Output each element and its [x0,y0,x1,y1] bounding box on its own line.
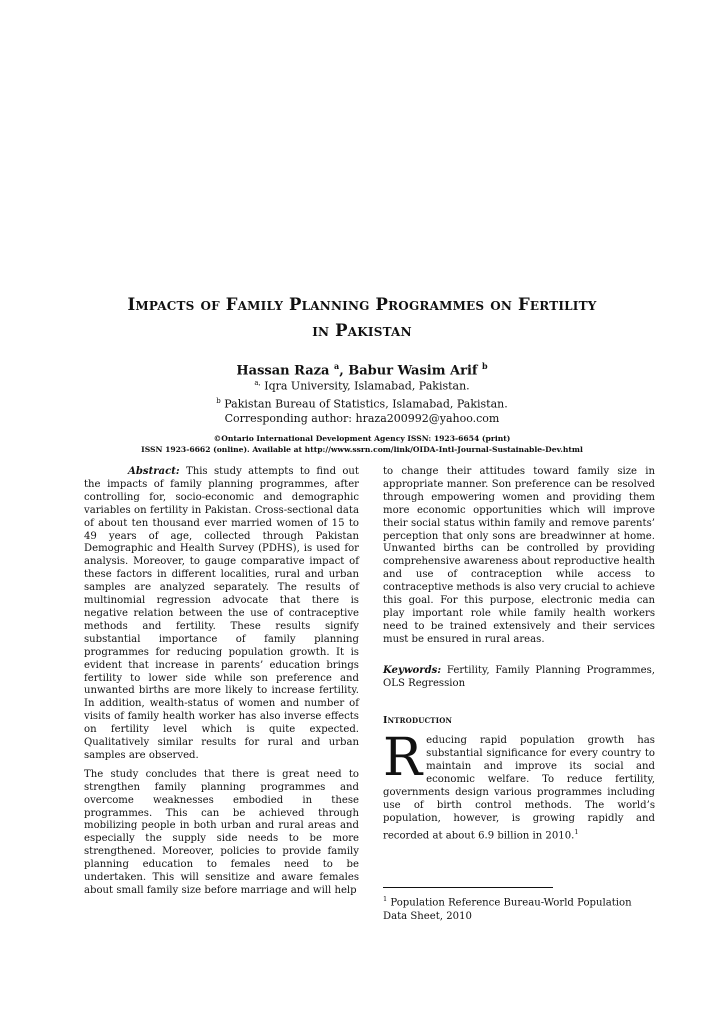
author-name: Babur Wasim Arif [348,363,478,379]
copyright-line-2: ISSN 1923-6662 (online). Available at http://www.ssrn.com/link/OIDA-Intl-Journal-Sustainable-Dev.html [141,445,583,454]
abstract-text: This study attempts to find out the impacts of family planning programmes, after controlling for, socio-economic and demographic variables on fertility in Pakistan. Cross-sectional data of about ten thousand ever married women of 15 to 49 years of age, collected through Pakistan Demographic and Health Survey (PDHS), is used for analysis. Moreover, to gauge comparative impact of these factors in different localities, rural and urban samples are analyzed separately. The results of multinomial regression advocate that there is negative relation between the use of contraceptive methods and fertility. These results signify substantial importance of family planning programmes for reducing population growth. It is evident that increase in parents’ education brings fertility to lower side while son preference and unwanted births are more likely to increase fertility. In addition, wealth-status of women and number of visits of family health worker has also inverse effects on fertility level which is quite expected. Qualitatively similar results for rural and urban samples are observed. [84,466,359,761]
abstract-paragraph [84,466,359,763]
abstract-label: Abstract: [128,466,180,477]
copyright-notice [60,433,664,455]
title-line-2: in Pakistan [312,321,412,340]
affil-text: Pakistan Bureau of Statistics, Islamabad, Pakistan. [224,397,508,411]
left-column [84,466,359,904]
affil-mark: b [216,397,221,406]
introduction-text: educing rapid population growth has substantial significance for every country to maintain and improve its social and economic welfare. To reduce fertility, governments design various programmes including use of birth control methods. The world’s population, however, is growing rapidly and recorded at about 6.9 billion in 2010. [383,735,655,842]
introduction-paragraph [383,728,655,843]
affiliations [60,376,664,427]
author-separator: , [339,363,349,379]
drop-cap: R [383,728,423,789]
keywords-paragraph [383,665,655,691]
keywords-label: Keywords: [383,664,442,676]
corresponding-author: Corresponding author: hraza200992@yahoo.com [224,412,500,426]
affil-mark: a, [254,379,261,387]
paper-title [60,292,664,344]
keywords-text: Fertility, Family Planning Programmes, OLS Regression [383,664,655,689]
section-heading-introduction: Introduction [383,714,453,726]
abstract-paragraph-2: The study concludes that there is great need to strengthen family planning programmes and overcome weaknesses embodied in these programmes. This can be achieved through mobilizing people in both urban and rural areas and especially the supply side needs to be more strengthened. Moreover, policies to provide family planning education to females need to be undertaken. This will sensitize and aware females about small family size before marriage and will help [84,768,359,896]
footnote-divider [383,887,553,888]
affiliation-b [60,394,664,412]
affiliation-a [60,376,664,394]
footnote-reference: 1 [574,827,579,836]
affil-text: Iqra University, Islamabad, Pakistan. [264,379,470,393]
title-line-1: Impacts of Family Planning Programmes on Fertility [127,295,597,314]
right-column [383,466,655,849]
abstract-paragraph-2-continued: to change their attitudes toward family size in appropriate manner. Son preference can be resolved through empowering women and providing them more economic opportunities which will improve their social status within family and remove parents’ perception that only sons are breadwinner at home. Unwanted births can be controlled by providing comprehensive awareness about reproductive health and use of contraception while access to contraceptive methods is also very crucial to achieve this goal. For this purpose, electronic media can play important role while family health workers need to be trained extensively and their services must be ensured in rural areas. [383,466,655,645]
footnote-number: 1 [383,895,388,903]
author-name: Hassan Raza [236,363,330,379]
author-affil-mark: b [482,361,488,371]
author-affil-mark: a [334,361,340,371]
footnote-text: Population Reference Bureau-World Population Data Sheet, 2010 [383,897,632,922]
copyright-line-1: ©Ontario International Development Agency ISSN: 1923-6654 (print) [213,434,511,443]
footnote [383,893,655,923]
